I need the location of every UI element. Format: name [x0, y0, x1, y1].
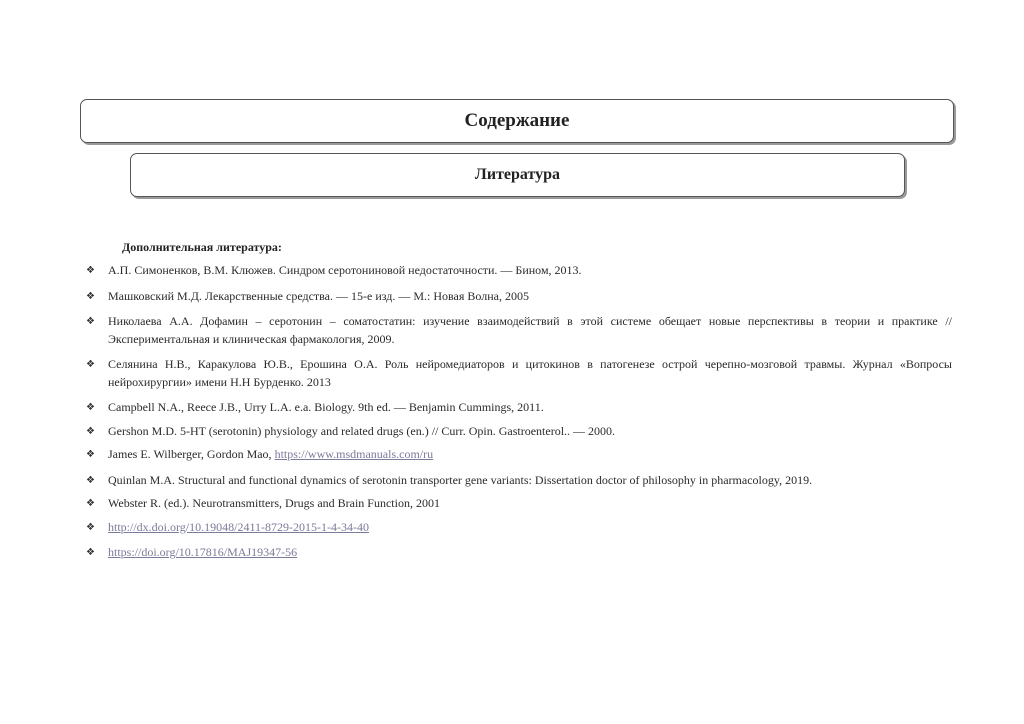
contents-title: Содержание [464, 110, 570, 131]
reference-citation: Webster R. (ed.). Neurotransmitters, Drugs and Brain Function, 2001 [108, 496, 440, 510]
diamond-bullet-icon: ❖ [86, 359, 95, 370]
reference-text [108, 399, 952, 417]
reference-citation: Селянина Н.В., Каракулова Ю.В., Ерошина О.А. Роль нейромедиаторов и цитокинов в патогенезе острой черепно-мозговой травмы. Журнал «Вопросы нейрохирургии» имени Н.Н Бурденко. 2013 [108, 357, 952, 389]
reference-text [108, 446, 952, 464]
diamond-bullet-icon: ❖ [86, 402, 95, 413]
reference-text [108, 423, 952, 441]
reference-item [86, 288, 952, 306]
reference-text [108, 472, 952, 490]
reference-item [86, 495, 952, 513]
diamond-bullet-icon: ❖ [86, 316, 95, 327]
additional-literature-heading: Дополнительная литература: [122, 240, 282, 254]
reference-citation: Машковский М.Д. Лекарственные средства. — 15-е изд. — М.: Новая Волна, 2005 [108, 288, 529, 303]
reference-item [86, 262, 952, 280]
reference-item [86, 446, 952, 464]
reference-citation: James E. Wilberger, Gordon Mao, [108, 447, 275, 461]
reference-item [86, 313, 952, 348]
reference-item [86, 544, 952, 562]
reference-link[interactable]: https://doi.org/10.17816/MAJ19347-56 [108, 545, 298, 559]
reference-item [86, 356, 952, 391]
reference-item [86, 399, 952, 417]
reference-item [86, 519, 952, 537]
literature-header-box [130, 153, 905, 197]
reference-text [108, 288, 952, 306]
diamond-bullet-icon: ❖ [86, 521, 95, 533]
diamond-bullet-icon: ❖ [86, 449, 95, 460]
diamond-bullet-icon: ❖ [86, 547, 95, 558]
contents-header-box [80, 99, 954, 143]
reference-link[interactable]: https://www.msdmanuals.com/ru [274, 447, 434, 461]
literature-title: Литература [474, 166, 561, 183]
reference-text [108, 519, 952, 537]
reference-item [86, 423, 952, 441]
reference-list [86, 262, 952, 562]
reference-citation: Николаева А.А. Дофамин – серотонин – соматостатин: изучение взаимодействий в этой системе обещает новые перспективы в теории и практике // Экспериментальная и клиническая фармакология, 2009. [108, 314, 952, 346]
diamond-bullet-icon: ❖ [86, 474, 95, 486]
reference-citation: Campbell N.A., Reece J.B., Urry L.A. e.a. Biology. 9th ed. — Benjamin Cummings, 2011. [108, 400, 544, 414]
reference-citation: А.П. Симоненков, В.М. Клюжев. Синдром серотониновой недостаточности. — Бином, 2013. [108, 263, 582, 277]
reference-text [108, 262, 952, 280]
reference-link[interactable]: http://dx.doi.org/10.19048/2411-8729-2015-1-4-34-40 [108, 519, 369, 534]
reference-citation: Quinlan M.A. Structural and functional dynamics of serotonin transporter gene variants: Dissertation doctor of philosophy in pharmacology, 2019. [108, 472, 813, 487]
reference-text [108, 313, 952, 348]
diamond-bullet-icon: ❖ [86, 425, 95, 437]
reference-citation: Gershon M.D. 5-HT (serotonin) physiology and related drugs (en.) // Curr. Opin. Gastroenterol.. — 2000. [108, 423, 616, 438]
reference-text [108, 495, 952, 513]
diamond-bullet-icon: ❖ [86, 265, 95, 276]
reference-text [108, 356, 952, 391]
reference-text [108, 544, 952, 562]
reference-item [86, 472, 952, 490]
diamond-bullet-icon: ❖ [86, 498, 95, 509]
diamond-bullet-icon: ❖ [86, 290, 95, 302]
